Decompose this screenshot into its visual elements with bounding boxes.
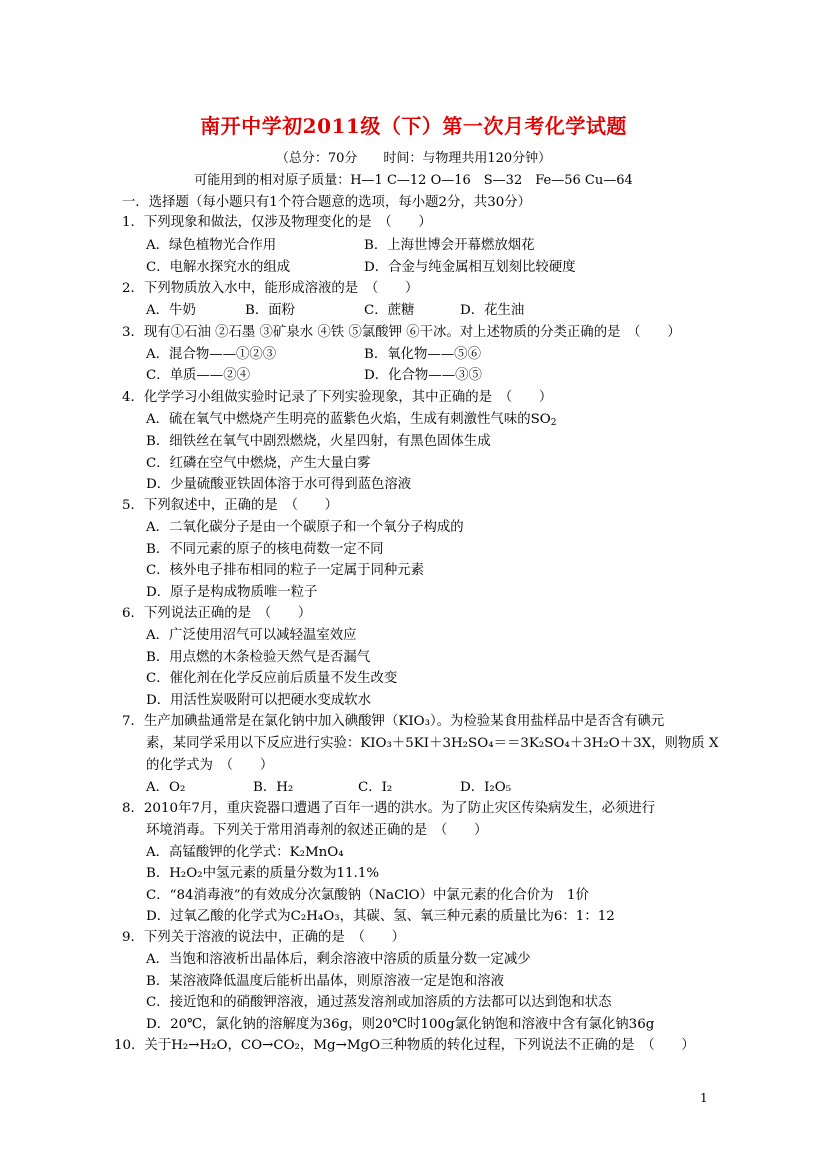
question-1-stem: 1．下列现象和做法，仅涉及物理变化的是 （ ） bbox=[122, 215, 432, 230]
q8-option-d: D．过氧乙酸的化学式为C₂H₄O₃，其碳、氢、氧三种元素的质量比为6：1：12 bbox=[146, 909, 615, 924]
q1-option-b: B．上海世博会开幕燃放烟花 bbox=[364, 238, 535, 253]
q9-option-a: A．当饱和溶液析出晶体后，剩余溶液中溶质的质量分数一定减少 bbox=[146, 952, 531, 967]
q2-option-a: A．牛奶 bbox=[146, 303, 196, 318]
question-8-line2: 环境消毒。下列关于常用消毒剂的叙述正确的是 （ ） bbox=[146, 823, 488, 838]
atomic-masses: 可能用到的相对原子质量：H—1 C—12 O—16 S—32 Fe—56 Cu—64 bbox=[194, 173, 633, 188]
q7-option-c: C．I₂ bbox=[358, 780, 393, 795]
q5-option-b: B．不同元素的原子的核电荷数一定不同 bbox=[146, 542, 384, 557]
q9-option-b: B．某溶液降低温度后能析出晶体，则原溶液一定是饱和溶液 bbox=[146, 974, 504, 989]
question-9-stem: 9．下列关于溶液的说法中，正确的是 （ ） bbox=[122, 930, 406, 945]
question-10-stem: 10．关于H₂→H₂O，CO→CO₂，Mg→MgO三种物质的转化过程，下列说法不正确的是 （ ） bbox=[114, 1038, 695, 1053]
q7-option-b: B．H₂ bbox=[253, 780, 294, 795]
exam-subtitle: （总分：70分 时间：与物理共用120分钟） bbox=[275, 151, 552, 166]
q3-option-d: D．化合物——③⑤ bbox=[364, 368, 482, 383]
q4-option-a-text: A．硫在氧气中燃烧产生明亮的蓝紫色火焰，生成有刺激性气味的 bbox=[146, 412, 531, 427]
q7-option-d: D．I₂O₅ bbox=[460, 780, 512, 795]
q2-option-c: C．蔗糖 bbox=[364, 303, 415, 318]
q8-option-c: C．“84消毒液”的有效成分次氯酸钠（NaClO）中氯元素的化合价为 1价 bbox=[146, 888, 589, 903]
question-3-stem: 3．现有①石油 ②石墨 ③矿泉水 ④铁 ⑤氯酸钾 ⑥干冰。对上述物质的分类正确的是 （ ） bbox=[122, 325, 681, 340]
section-header: 一．选择题（每小题只有1个符合题意的选项，每小题2分，共30分） bbox=[122, 195, 532, 210]
q4-option-d: D．少量硫酸亚铁固体溶于水可得到蓝色溶液 bbox=[146, 477, 412, 492]
question-7-line3: 的化学式为 （ ） bbox=[146, 758, 274, 773]
question-7-line2: 素，某同学采用以下反应进行实验：KIO₃＋5KI＋3H₂SO₄＝＝3K₂SO₄＋3H₂O＋3X，则物质 X bbox=[146, 736, 719, 751]
q7-option-a: A．O₂ bbox=[146, 780, 186, 795]
q4-option-c: C．红磷在空气中燃烧，产生大量白雾 bbox=[146, 456, 371, 471]
q2-option-d: D．花生油 bbox=[460, 303, 525, 318]
q6-option-d: D．用活性炭吸附可以把硬水变成软水 bbox=[146, 693, 371, 708]
so2-formula: $SO_2$ bbox=[530, 412, 557, 428]
question-5-stem: 5．下列叙述中，正确的是 （ ） bbox=[122, 498, 339, 513]
q1-option-a: A．绿色植物光合作用 bbox=[146, 238, 277, 253]
q1-option-d: D．合金与纯金属相互划刻比较硬度 bbox=[364, 260, 576, 275]
q4-option-b: B．细铁丝在氧气中剧烈燃烧，火星四射，有黑色固体生成 bbox=[146, 434, 491, 449]
q9-option-d: D．20℃，氯化钠的溶解度为36g，则20℃时100g氯化钠饱和溶液中含有氯化钠36g bbox=[146, 1017, 655, 1032]
q8-option-b: B．H₂O₂中氢元素的质量分数为11.1% bbox=[146, 866, 380, 881]
question-2-stem: 2．下列物质放入水中，能形成溶液的是 （ ） bbox=[122, 281, 419, 296]
q9-option-c: C．接近饱和的硝酸钾溶液，通过蒸发溶剂或加溶质的方法都可以达到饱和状态 bbox=[146, 995, 612, 1010]
page-number: 1 bbox=[700, 1091, 708, 1105]
q5-option-d: D．原子是构成物质唯一粒子 bbox=[146, 585, 318, 600]
question-4-stem: 4．化学学习小组做实验时记录了下列实验现象，其中正确的是 （ ） bbox=[122, 390, 553, 405]
q2-option-b: B．面粉 bbox=[245, 303, 296, 318]
q1-option-c: C．电解水探究水的组成 bbox=[146, 260, 291, 275]
q6-option-a: A．广泛使用沼气可以减轻温室效应 bbox=[146, 628, 357, 643]
q4-option-a bbox=[146, 408, 557, 428]
question-7-line1: 7．生产加碘盐通常是在氯化钠中加入碘酸钾（KIO₃）。为检验某食用盐样品中是否含有碘元 bbox=[122, 714, 665, 729]
question-6-stem: 6．下列说法正确的是 （ ） bbox=[122, 606, 312, 621]
exam-title: 南开中学初2011级（下）第一次月考化学试题 bbox=[200, 114, 627, 138]
q3-option-a: A．混合物——①②③ bbox=[146, 347, 277, 362]
q8-option-a: A．高锰酸钾的化学式：K₂MnO₄ bbox=[146, 845, 344, 860]
q5-option-a: A．二氧化碳分子是由一个碳原子和一个氧分子构成的 bbox=[146, 520, 464, 535]
q5-option-c: C．核外电子排布相同的粒子一定属于同种元素 bbox=[146, 563, 425, 578]
q3-option-b: B．氧化物——⑤⑥ bbox=[364, 347, 481, 362]
question-8-line1: 8．2010年7月，重庆瓷器口遭遇了百年一遇的洪水。为了防止灾区传染病发生，必须进行 bbox=[122, 801, 656, 816]
q6-option-c: C．催化剂在化学反应前后质量不发生改变 bbox=[146, 671, 398, 686]
q6-option-b: B．用点燃的木条检验天然气是否漏气 bbox=[146, 650, 371, 665]
q3-option-c: C．单质——②④ bbox=[146, 368, 250, 383]
